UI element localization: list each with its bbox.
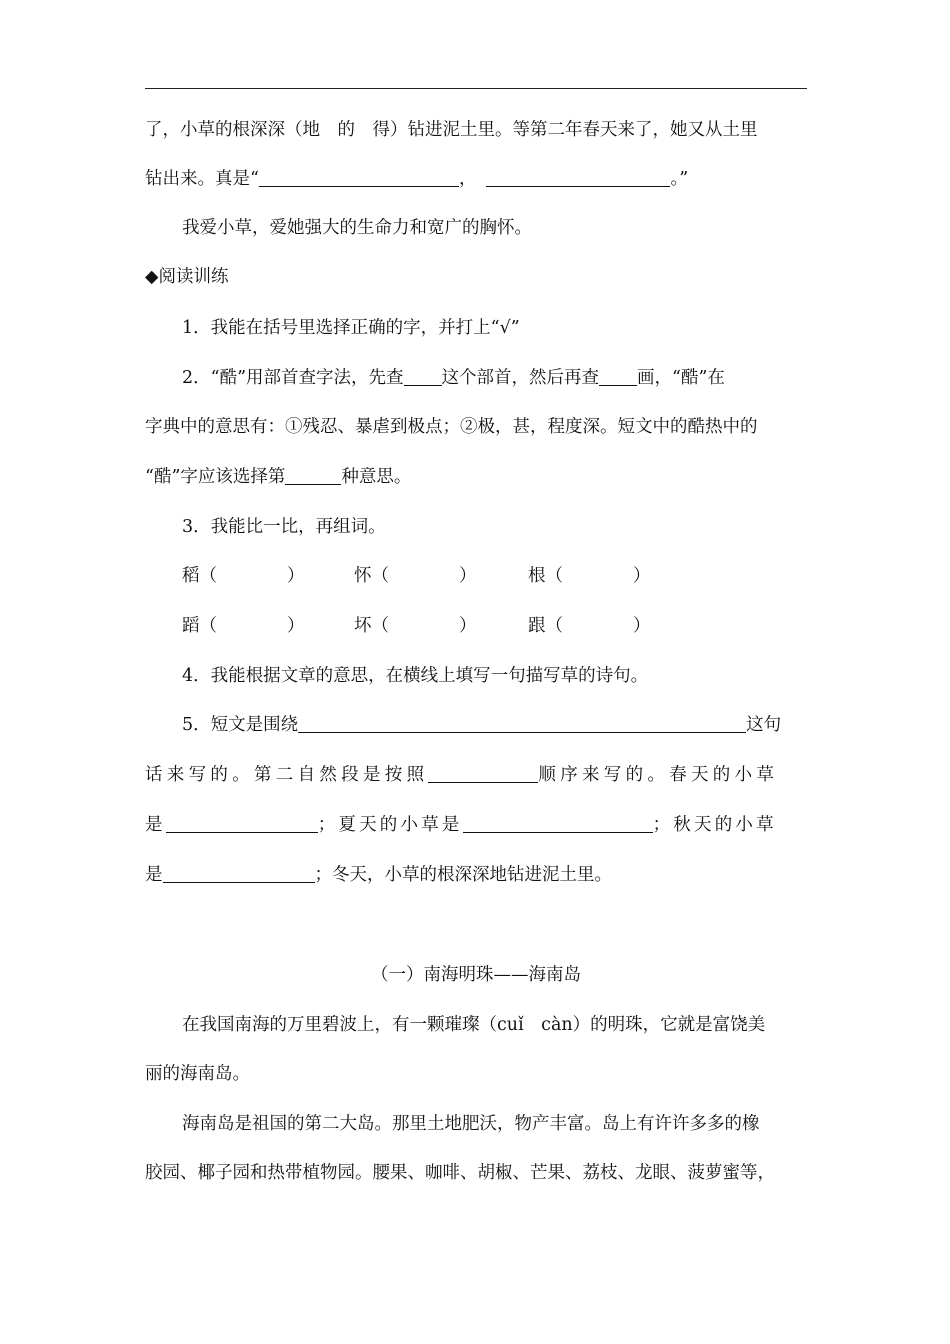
text-fragment: 。” <box>670 169 689 189</box>
question-4: 4．我能根据文章的意思，在横线上填写一句描写草的诗句。 <box>182 666 649 686</box>
text-line <box>145 464 807 490</box>
text-fragment: “酷”字应该选择第 <box>145 467 286 487</box>
article-title: （一）南海明珠——海南岛 <box>371 965 581 985</box>
paragraph: 我爱小草，爱她强大的生命力和宽广的胸怀。 <box>182 218 532 238</box>
text-fragment: ， <box>458 169 477 189</box>
text-line <box>145 762 807 788</box>
word-item: 根（ ） <box>528 566 651 586</box>
answer-blank[interactable] <box>259 168 459 187</box>
text-fragment: ；夏天的小草是 <box>317 815 463 835</box>
question-3: 3．我能比一比，再组词。 <box>182 517 386 537</box>
answer-blank[interactable] <box>404 367 442 386</box>
text-fragment: 是 <box>145 865 163 885</box>
text-line <box>145 862 807 888</box>
word-item: 跟（ ） <box>528 616 651 636</box>
word-item: 坏（ ） <box>354 616 477 636</box>
question-5 <box>145 712 807 738</box>
text-line: 在我国南海的万里碧波上，有一颗璀璨（cuǐ càn）的明珠，它就是富饶美 <box>182 1015 766 1035</box>
answer-blank[interactable] <box>285 466 341 485</box>
text-fragment: 2．“酷”用部首查字法，先查 <box>182 368 404 388</box>
answer-blank[interactable] <box>428 764 538 783</box>
text-fragment: 种意思。 <box>341 467 412 487</box>
question-1: 1．我能在括号里选择正确的字，并打上“√” <box>182 318 520 338</box>
question-2 <box>145 365 807 391</box>
text-line: 字典中的意思有：①残忍、暴虐到极点；②极，甚，程度深。短文中的酷热中的 <box>145 417 758 437</box>
text-fragment: 这句 <box>746 715 782 735</box>
word-item: 稻（ ） <box>182 566 305 586</box>
word-compare-row <box>145 613 807 639</box>
text-fragment: 是 <box>145 815 166 835</box>
answer-blank[interactable] <box>599 367 637 386</box>
text-line: 了，小草的根深深（地 的 得）钻进泥土里。等第二年春天来了，她又从土里 <box>145 120 758 140</box>
text-line: 海南岛是祖国的第二大岛。那里土地肥沃，物产丰富。岛上有许许多多的橡 <box>182 1114 760 1134</box>
section-heading: ◆阅读训练 <box>145 267 229 287</box>
text-fragment: 钻出来。真是“ <box>145 169 259 189</box>
text-fragment: 话来写的。第二自然段是按照 <box>145 765 429 785</box>
text-fragment: ；冬天，小草的根深深地钻进泥土里。 <box>314 865 612 885</box>
text-line <box>145 166 807 192</box>
word-item: 怀（ ） <box>354 566 477 586</box>
answer-blank[interactable] <box>463 814 653 833</box>
answer-blank[interactable] <box>166 814 318 833</box>
header-rule <box>145 88 807 89</box>
answer-blank[interactable] <box>298 714 746 733</box>
answer-blank[interactable] <box>163 864 315 883</box>
text-line: 丽的海南岛。 <box>145 1064 250 1084</box>
text-fragment: 这个部首，然后再查 <box>441 368 600 388</box>
word-compare-row <box>145 563 807 589</box>
text-line: 胶园、椰子园和热带植物园。腰果、咖啡、胡椒、芒果、荔枝、龙眼、菠萝蜜等， <box>145 1163 775 1183</box>
text-fragment: 画，“酷”在 <box>637 368 725 388</box>
answer-blank[interactable] <box>486 168 670 187</box>
text-fragment: 5．短文是围绕 <box>182 715 299 735</box>
text-fragment: ；秋天的小草 <box>652 815 777 835</box>
word-item: 蹈（ ） <box>182 616 305 636</box>
text-line <box>145 812 807 838</box>
text-fragment: 顺序来写的。春天的小草 <box>538 765 779 785</box>
